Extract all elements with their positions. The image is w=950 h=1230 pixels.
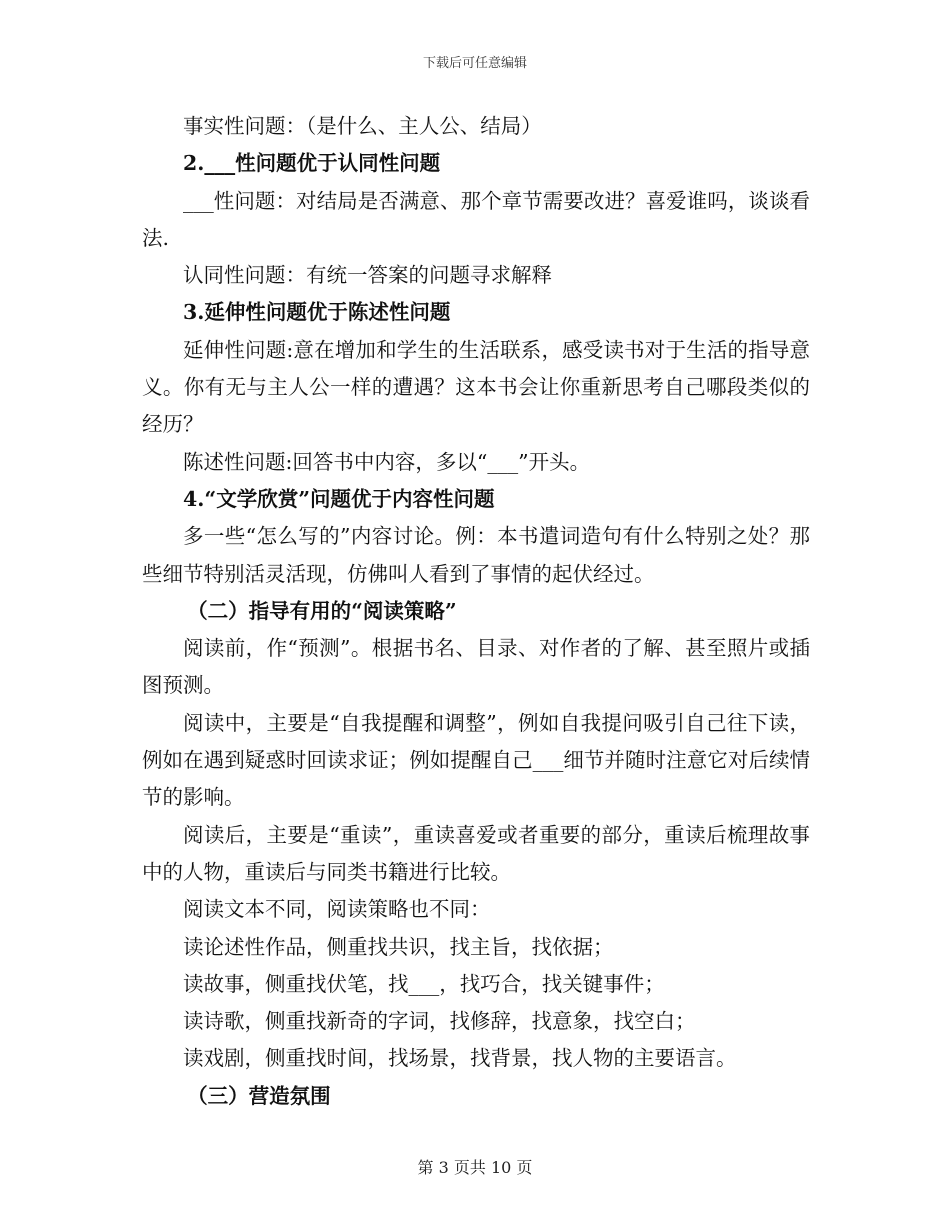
heading-item-4: 4.“文学欣赏”问题优于内容性问题 bbox=[183, 486, 495, 511]
document-body bbox=[142, 108, 810, 1115]
heading-item-3: 3.延伸性问题优于陈述性问题 bbox=[183, 300, 451, 325]
paragraph-text-types: 阅读文本不同，阅读策略也不同： bbox=[183, 897, 491, 922]
paragraph-literary-appreciation: 多一些“怎么写的”内容讨论。例：本书遣词造句有什么特别之处？那些细节特别活灵活现，仿佛叫人看到了事情的起伏经过。 bbox=[142, 524, 810, 586]
paragraph-factual-question: 事实性问题：（是什么、主人公、结局） bbox=[183, 114, 542, 138]
section-heading-reading-strategy: （二）指导有用的“阅读策略” bbox=[187, 598, 457, 623]
page-footer: 第 3 页共 10 页 bbox=[417, 1158, 533, 1177]
list-item-poetry: 读诗歌，侧重找新奇的字词，找修辞，找意象，找空白； bbox=[183, 1009, 696, 1034]
paragraph-blank-question: ___性问题：对结局是否满意、那个章节需要改进？喜爱谁吗，谈谈看法. bbox=[142, 188, 810, 250]
list-item-argumentative: 读论述性作品，侧重找共识，找主旨，找依据； bbox=[183, 934, 614, 959]
section-heading-atmosphere: （三）营造氛围 bbox=[187, 1083, 331, 1108]
paragraph-during-reading: 阅读中，主要是“自我提醒和调整”，例如自我提问吸引自己往下读，例如在遇到疑惑时回读求证；例如提醒自己___细节并随时注意它对后续情节的影响。 bbox=[142, 710, 810, 810]
paragraph-after-reading: 阅读后，主要是“重读”，重读喜爱或者重要的部分，重读后梳理故事中的人物，重读后与同类书籍进行比较。 bbox=[142, 822, 810, 884]
paragraph-extended-question: 延伸性问题:意在增加和学生的生活联系，感受读书对于生活的指导意义。你有无与主人公一样的遭遇？这本书会让你重新思考自己哪段类似的经历？ bbox=[142, 337, 810, 437]
paragraph-statement-question: 陈述性问题:回答书中内容，多以“___”开头。 bbox=[183, 449, 591, 474]
paragraph-before-reading: 阅读前，作“预测”。根据书名、目录、对作者的了解、甚至照片或插图预测。 bbox=[142, 636, 810, 698]
list-item-drama: 读戏剧，侧重找时间，找场景，找背景，找人物的主要语言。 bbox=[183, 1046, 737, 1071]
list-item-story: 读故事，侧重找伏笔，找___，找巧合，找关键事件； bbox=[183, 971, 665, 996]
heading-item-2: 2.___性问题优于认同性问题 bbox=[183, 151, 441, 176]
paragraph-identity-question: 认同性问题：有统一答案的问题寻求解释 bbox=[183, 263, 552, 288]
page-header: 下载后可任意编辑 bbox=[422, 56, 527, 71]
